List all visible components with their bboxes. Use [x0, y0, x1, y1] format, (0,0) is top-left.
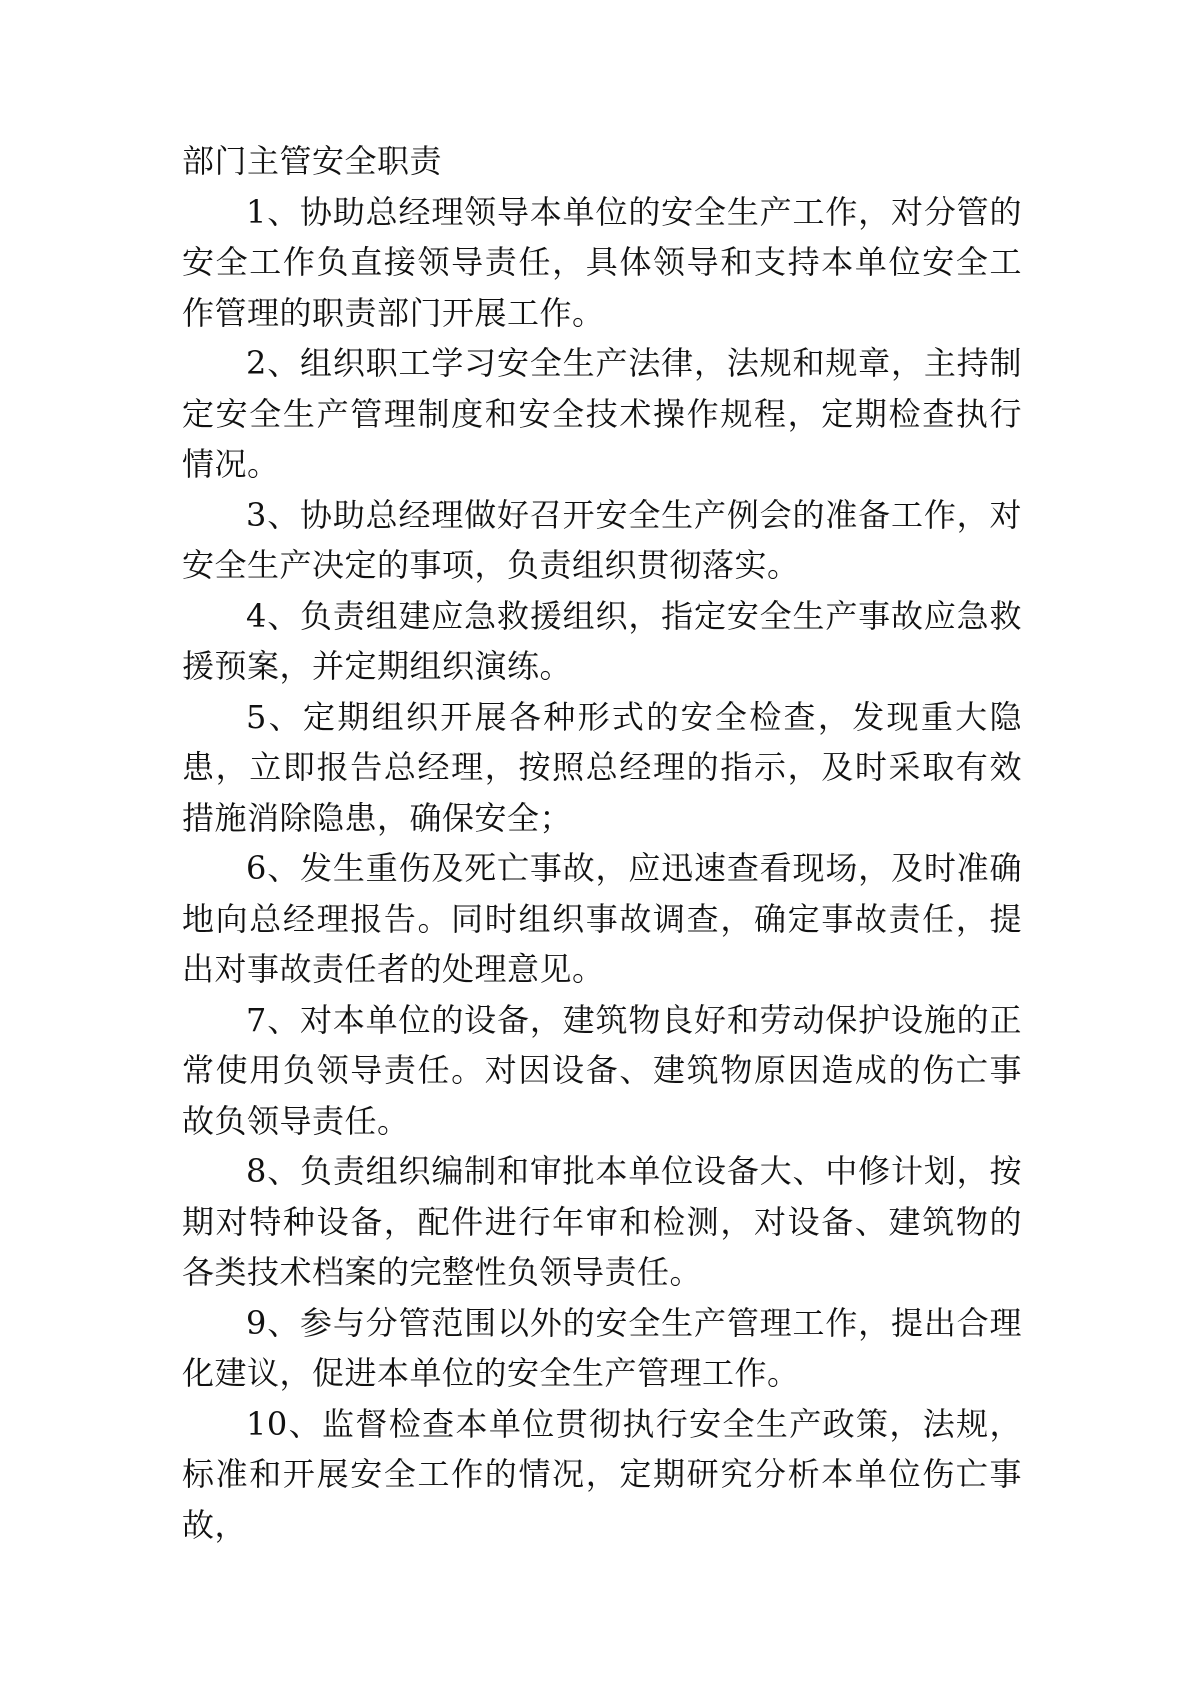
- paragraph-1: 1、协助总经理领导本单位的安全生产工作，对分管的安全工作负直接领导责任，具体领导和支持本单位安全工作管理的职责部门开展工作。: [182, 192, 1022, 332]
- paragraph-10: 10、监督检查本单位贯彻执行安全生产政策，法规，标准和开展安全工作的情况，定期研究分析本单位伤亡事故，: [182, 1404, 1022, 1544]
- document-page: [182, 136, 1022, 1550]
- paragraph-5: 5、定期组织开展各种形式的安全检查，发现重大隐患，立即报告总经理，按照总经理的指示，及时采取有效措施消除隐患，确保安全；: [182, 697, 1022, 837]
- paragraph-6: 6、发生重伤及死亡事故，应迅速查看现场，及时准确地向总经理报告。同时组织事故调查，确定事故责任，提出对事故责任者的处理意见。: [182, 849, 1022, 988]
- paragraph-2: 2、组织职工学习安全生产法律，法规和规章，主持制定安全生产管理制度和安全技术操作规程，定期检查执行情况。: [182, 344, 1022, 483]
- paragraph-3: 3、协助总经理做好召开安全生产例会的准备工作，对安全生产决定的事项，负责组织贯彻落实。: [182, 495, 1022, 584]
- document-title: 部门主管安全职责: [182, 142, 443, 180]
- paragraph-8: 8、负责组织编制和审批本单位设备大、中修计划，按期对特种设备，配件进行年审和检测，对设备、建筑物的各类技术档案的完整性负领导责任。: [182, 1152, 1022, 1291]
- paragraph-4: 4、负责组建应急救援组织，指定安全生产事故应急救援预案，并定期组织演练。: [182, 596, 1022, 685]
- paragraph-9: 9、参与分管范围以外的安全生产管理工作，提出合理化建议，促进本单位的安全生产管理工作。: [182, 1303, 1022, 1392]
- paragraph-7: 7、对本单位的设备，建筑物良好和劳动保护设施的正常使用负领导责任。对因设备、建筑物原因造成的伤亡事故负领导责任。: [182, 1000, 1022, 1140]
